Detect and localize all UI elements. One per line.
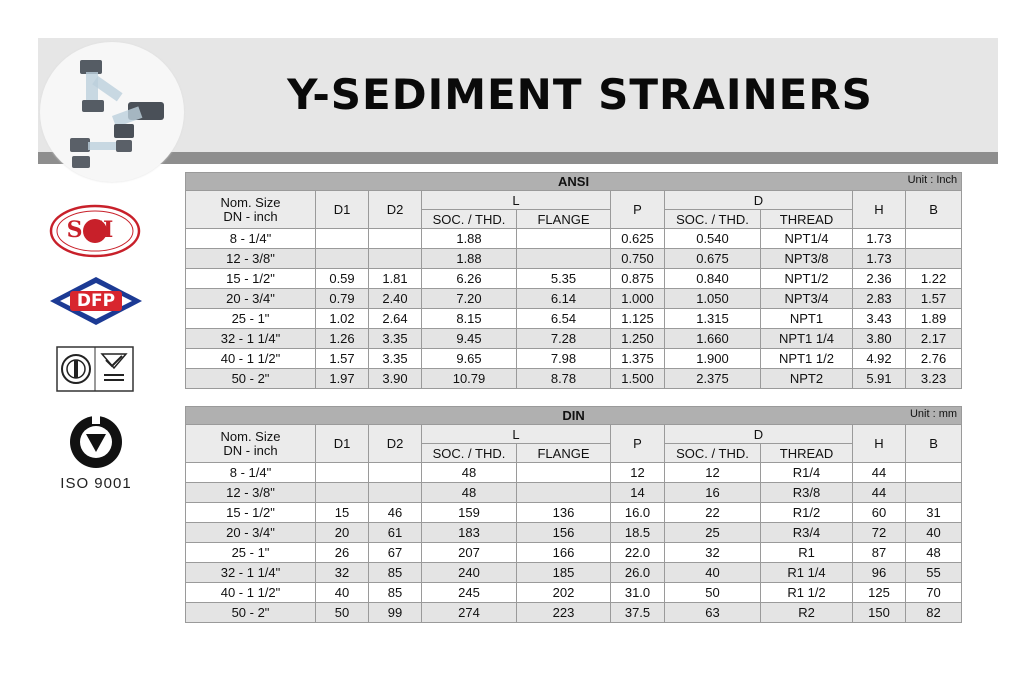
table-cell: 150 [853,603,906,623]
col-d-soc: SOC. / THD. [665,210,761,229]
product-photo [40,42,184,182]
col-d-thread: THREAD [761,210,853,229]
table-cell: R1/2 [761,503,853,523]
col-p: P [611,425,665,463]
table-cell: 70 [906,583,962,603]
table-cell: 37.5 [611,603,665,623]
table-cell: 274 [422,603,517,623]
table-cell: R2 [761,603,853,623]
table-cell: 26.0 [611,563,665,583]
table-cell: 223 [517,603,611,623]
table-cell [906,229,962,249]
table-cell: 20 [316,523,369,543]
table-cell: R1 1/2 [761,583,853,603]
table-cell: R1/4 [761,463,853,483]
ansi-table-body [186,229,962,389]
table-cell: 159 [422,503,517,523]
table-cell: 12 [611,463,665,483]
table-cell: 1.000 [611,289,665,309]
table-cell: NPT1 1/2 [761,349,853,369]
table-cell: 20 - 3/4" [186,523,316,543]
table-cell: 2.36 [853,269,906,289]
table-cell: 67 [369,543,422,563]
table-cell: 82 [906,603,962,623]
table-cell [906,249,962,269]
table-cell: 55 [906,563,962,583]
table-cell: 1.660 [665,329,761,349]
col-d-thread: THREAD [761,444,853,463]
table-cell: 96 [853,563,906,583]
table-cell: 2.64 [369,309,422,329]
table-cell: 7.28 [517,329,611,349]
table-cell: 3.90 [369,369,422,389]
col-d1: D1 [316,191,369,229]
table-cell: 61 [369,523,422,543]
table-cell: 1.22 [906,269,962,289]
table-cell: 31 [906,503,962,523]
table-cell: 99 [369,603,422,623]
din-label: DIN [562,408,585,423]
table-cell: 166 [517,543,611,563]
table-cell: 50 [316,603,369,623]
table-cell: 25 - 1" [186,309,316,329]
dfp-logo-text: DFP [76,291,116,311]
page-title: Y-SEDIMENT STRAINERS [287,70,873,119]
ansi-header-band [186,173,962,191]
table-cell: 1.57 [316,349,369,369]
table-cell: 26 [316,543,369,563]
table-row [186,503,962,523]
table-cell: 3.43 [853,309,906,329]
table-cell: 40 - 1 1/2" [186,583,316,603]
col-b: B [906,425,962,463]
table-cell [517,249,611,269]
din-table-body [186,463,962,623]
table-cell: 15 [316,503,369,523]
table-cell: 0.625 [611,229,665,249]
table-cell: 32 [665,543,761,563]
iso-logo [54,414,138,492]
table-row [186,543,962,563]
table-cell [517,229,611,249]
col-nom-size [186,191,316,229]
table-cell: 1.02 [316,309,369,329]
table-cell: 6.26 [422,269,517,289]
col-d1: D1 [316,425,369,463]
table-cell: R1 [761,543,853,563]
table-cell: 1.73 [853,249,906,269]
shh-logo-text: SH [66,217,124,243]
table-cell: 85 [369,563,422,583]
table-row [186,483,962,503]
table-row [186,249,962,269]
ukas-cert-icon [56,346,134,392]
table-cell: 8 - 1/4" [186,463,316,483]
col-h: H [853,425,906,463]
table-cell: 0.675 [665,249,761,269]
table-cell: 7.98 [517,349,611,369]
table-cell: NPT1/2 [761,269,853,289]
table-cell [369,463,422,483]
table-cell: 48 [906,543,962,563]
table-cell: 8.78 [517,369,611,389]
table-cell: NPT1/4 [761,229,853,249]
table-cell: 1.900 [665,349,761,369]
table-cell: 40 - 1 1/2" [186,349,316,369]
col-l-soc: SOC. / THD. [422,444,517,463]
table-cell: 5.35 [517,269,611,289]
table-cell: 15 - 1/2" [186,269,316,289]
table-cell: 125 [853,583,906,603]
col-l: L [422,425,611,444]
table-cell: 185 [517,563,611,583]
col-b: B [906,191,962,229]
table-cell: 8 - 1/4" [186,229,316,249]
table-cell: 48 [422,463,517,483]
table-cell: 32 - 1 1/4" [186,329,316,349]
table-cell: 20 - 3/4" [186,289,316,309]
table-cell: 44 [853,463,906,483]
table-cell: 10.79 [422,369,517,389]
table-cell: R3/4 [761,523,853,543]
table-cell: 50 - 2" [186,603,316,623]
table-row [186,369,962,389]
table-cell: 16 [665,483,761,503]
quality-cert-badges [56,346,134,392]
table-cell: 0.540 [665,229,761,249]
table-row [186,329,962,349]
col-p: P [611,191,665,229]
table-cell: 0.875 [611,269,665,289]
table-cell: 22.0 [611,543,665,563]
table-cell: NPT2 [761,369,853,389]
ansi-spec-table [185,172,962,389]
table-cell: 1.57 [906,289,962,309]
table-cell: NPT1 [761,309,853,329]
table-cell: 16.0 [611,503,665,523]
table-row [186,603,962,623]
din-unit: Unit : mm [909,408,958,420]
table-cell [906,483,962,503]
table-cell: 3.80 [853,329,906,349]
table-cell: 60 [853,503,906,523]
table-cell [369,249,422,269]
strainer-products-illustration [40,42,184,182]
header-stripe [38,152,998,164]
col-nom-size-line2: DN - inch [223,208,278,224]
table-cell [316,483,369,503]
table-cell: 72 [853,523,906,543]
table-cell: 50 - 2" [186,369,316,389]
table-cell: 22 [665,503,761,523]
table-cell: NPT1 1/4 [761,329,853,349]
table-cell: NPT3/4 [761,289,853,309]
iso-registered-icon [54,414,138,470]
col-nom-size [186,425,316,463]
table-cell: 0.750 [611,249,665,269]
table-row [186,563,962,583]
table-cell: 207 [422,543,517,563]
table-cell: 136 [517,503,611,523]
table-cell: 1.375 [611,349,665,369]
table-cell: 85 [369,583,422,603]
ansi-unit: Unit : Inch [907,174,958,186]
table-cell: 14 [611,483,665,503]
table-cell: 1.050 [665,289,761,309]
table-cell: 183 [422,523,517,543]
table-cell: 25 [665,523,761,543]
table-cell: 15 - 1/2" [186,503,316,523]
table-cell: 3.23 [906,369,962,389]
table-cell [906,463,962,483]
table-cell: 1.315 [665,309,761,329]
col-l: L [422,191,611,210]
table-cell: 40 [906,523,962,543]
table-cell: 40 [316,583,369,603]
table-cell: 1.73 [853,229,906,249]
table-cell [517,463,611,483]
table-row [186,269,962,289]
table-cell: 0.59 [316,269,369,289]
table-cell: 6.14 [517,289,611,309]
col-l-flange: FLANGE [517,210,611,229]
table-cell: 32 [316,563,369,583]
table-cell: 0.79 [316,289,369,309]
table-cell: 7.20 [422,289,517,309]
table-cell: 48 [422,483,517,503]
table-cell: 0.840 [665,269,761,289]
col-d: D [665,425,853,444]
col-nom-size-line1: Nom. Size [220,428,281,444]
table-cell: 156 [517,523,611,543]
table-cell: 5.91 [853,369,906,389]
table-cell [369,483,422,503]
table-cell: 25 - 1" [186,543,316,563]
table-cell: 63 [665,603,761,623]
shh-logo [48,203,142,259]
table-cell: 2.76 [906,349,962,369]
table-cell: 8.15 [422,309,517,329]
table-cell: 1.88 [422,229,517,249]
table-row [186,583,962,603]
table-cell: 1.88 [422,249,517,269]
din-header-band [186,407,962,425]
table-cell: 87 [853,543,906,563]
col-d2: D2 [369,191,422,229]
table-cell: 44 [853,483,906,503]
table-cell: 2.17 [906,329,962,349]
table-cell: 3.35 [369,349,422,369]
col-nom-size-line2: DN - inch [223,442,278,458]
table-cell: 1.89 [906,309,962,329]
table-row [186,349,962,369]
table-cell: 12 - 3/8" [186,483,316,503]
table-cell: 240 [422,563,517,583]
table-cell: R3/8 [761,483,853,503]
table-cell: 9.45 [422,329,517,349]
table-cell [517,483,611,503]
col-l-flange: FLANGE [517,444,611,463]
table-cell: 50 [665,583,761,603]
din-spec-table [185,406,962,623]
col-d-soc: SOC. / THD. [665,444,761,463]
table-row [186,229,962,249]
table-cell: 18.5 [611,523,665,543]
table-cell: 31.0 [611,583,665,603]
table-cell: 202 [517,583,611,603]
table-row [186,463,962,483]
table-cell: 1.500 [611,369,665,389]
table-cell: 46 [369,503,422,523]
table-cell: 1.26 [316,329,369,349]
table-cell: 2.40 [369,289,422,309]
table-cell: 40 [665,563,761,583]
table-cell [316,249,369,269]
iso-label: ISO 9001 [60,475,132,492]
table-cell: R1 1/4 [761,563,853,583]
table-cell: 4.92 [853,349,906,369]
table-cell: 245 [422,583,517,603]
table-cell: 1.97 [316,369,369,389]
table-cell: 1.81 [369,269,422,289]
col-h: H [853,191,906,229]
table-row [186,523,962,543]
table-row [186,289,962,309]
table-cell [369,229,422,249]
ansi-label: ANSI [558,174,590,189]
table-cell [316,229,369,249]
table-cell: 6.54 [517,309,611,329]
table-cell: 12 [665,463,761,483]
table-cell: NPT3/8 [761,249,853,269]
table-cell: 1.125 [611,309,665,329]
table-cell: 2.375 [665,369,761,389]
table-cell: 3.35 [369,329,422,349]
col-nom-size-line1: Nom. Size [220,194,281,210]
col-l-soc: SOC. / THD. [422,210,517,229]
table-cell: 32 - 1 1/4" [186,563,316,583]
col-d: D [665,191,853,210]
table-cell [316,463,369,483]
table-cell: 12 - 3/8" [186,249,316,269]
table-cell: 1.250 [611,329,665,349]
table-cell: 9.65 [422,349,517,369]
col-d2: D2 [369,425,422,463]
table-row [186,309,962,329]
table-cell: 2.83 [853,289,906,309]
dfp-logo [48,275,144,327]
